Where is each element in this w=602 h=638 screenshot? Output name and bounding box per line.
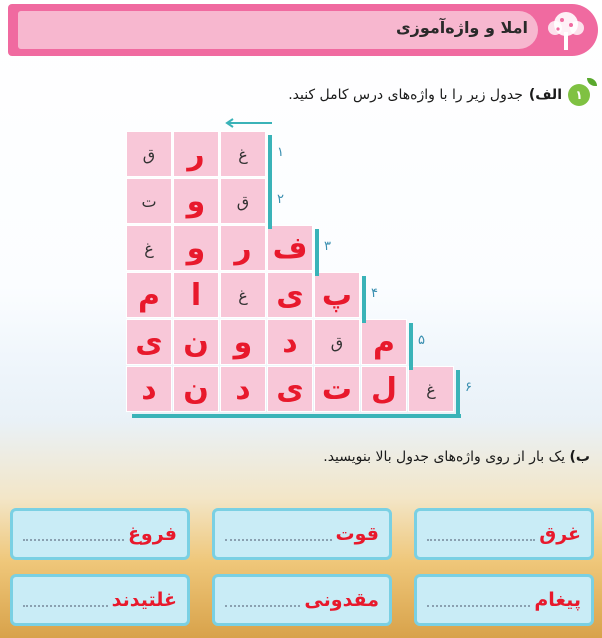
dotted-line [23,593,108,607]
question-number-badge [568,84,590,106]
answer-word: غرق [539,523,581,545]
answer-word: پیغام [534,589,581,611]
row-number: ۴ [371,286,378,301]
dotted-line [225,527,332,541]
question-b-text: یک بار از روی واژه‌های جدول بالا بنویسید. [323,449,566,465]
answer-word: فروغ [127,523,177,545]
grid-cell[interactable]: ی [267,272,313,318]
row-end-line [362,276,366,323]
grid-cell[interactable]: و [173,178,219,224]
answer-word: مقدونی [304,589,379,611]
page-title: املا و واژه‌آموزی [395,18,528,37]
grid-cell[interactable]: و [173,225,219,271]
grid-cell[interactable]: ت [126,178,172,224]
grid-cell[interactable]: ا [173,272,219,318]
dotted-line [427,593,530,607]
grid-cell[interactable]: ی [267,366,313,412]
grid-cell[interactable]: پ [314,272,360,318]
tree-icon [540,8,592,52]
grid-cell[interactable]: د [220,366,266,412]
arrow-left-icon [224,118,274,128]
grid-cell[interactable]: د [267,319,313,365]
question-b-label: ب) [569,449,590,465]
grid-cell[interactable]: ت [314,366,360,412]
grid-cell[interactable]: غ [408,366,454,412]
row-number: ۳ [324,239,331,254]
grid-cell[interactable]: ل [361,366,407,412]
dotted-line [225,593,300,607]
answer-box-1[interactable] [414,508,594,560]
grid-bottom-line [132,414,461,418]
answer-word: غلتیدند [111,589,177,611]
grid-cell[interactable]: ف [267,225,313,271]
row-number: ۱ [277,145,284,160]
answer-box-5[interactable] [212,574,392,626]
question-a [288,84,590,106]
question-a-label: الف) [528,87,562,103]
answer-box-6[interactable] [10,574,190,626]
grid-cell[interactable]: ن [173,366,219,412]
question-number: ۱ [575,88,583,102]
grid-cell[interactable]: غ [126,225,172,271]
grid-cell[interactable]: م [126,272,172,318]
answer-word: قوت [335,523,379,545]
row-end-line [456,370,460,417]
answer-box-4[interactable] [414,574,594,626]
grid-cell[interactable]: غ [220,131,266,177]
grid-cell[interactable]: غ [220,272,266,318]
answer-box-2[interactable] [212,508,392,560]
grid-cell[interactable]: ق [314,319,360,365]
grid-cell[interactable]: ق [220,178,266,224]
grid-cell[interactable]: و [220,319,266,365]
leaf-icon [587,78,597,86]
grid-cell[interactable]: ی [126,319,172,365]
grid-cell[interactable]: م [361,319,407,365]
grid-cell[interactable]: د [126,366,172,412]
row-number: ۵ [418,333,425,348]
row-end-line [409,323,413,370]
answer-box-3[interactable] [10,508,190,560]
grid-cell[interactable]: ر [173,131,219,177]
row-number: ۶ [465,380,472,395]
grid-cell[interactable]: ق [126,131,172,177]
question-a-text: جدول زیر را با واژه‌های درس کامل کنید. [288,87,523,103]
grid-cell[interactable]: ن [173,319,219,365]
row-number: ۲ [277,192,284,207]
dotted-line [23,527,124,541]
row-end-line [315,229,319,276]
question-b [323,449,590,465]
dotted-line [427,527,535,541]
row-end-line [268,182,272,229]
grid-cell[interactable]: ر [220,225,266,271]
row-end-line [268,135,272,182]
header-banner [8,4,598,56]
